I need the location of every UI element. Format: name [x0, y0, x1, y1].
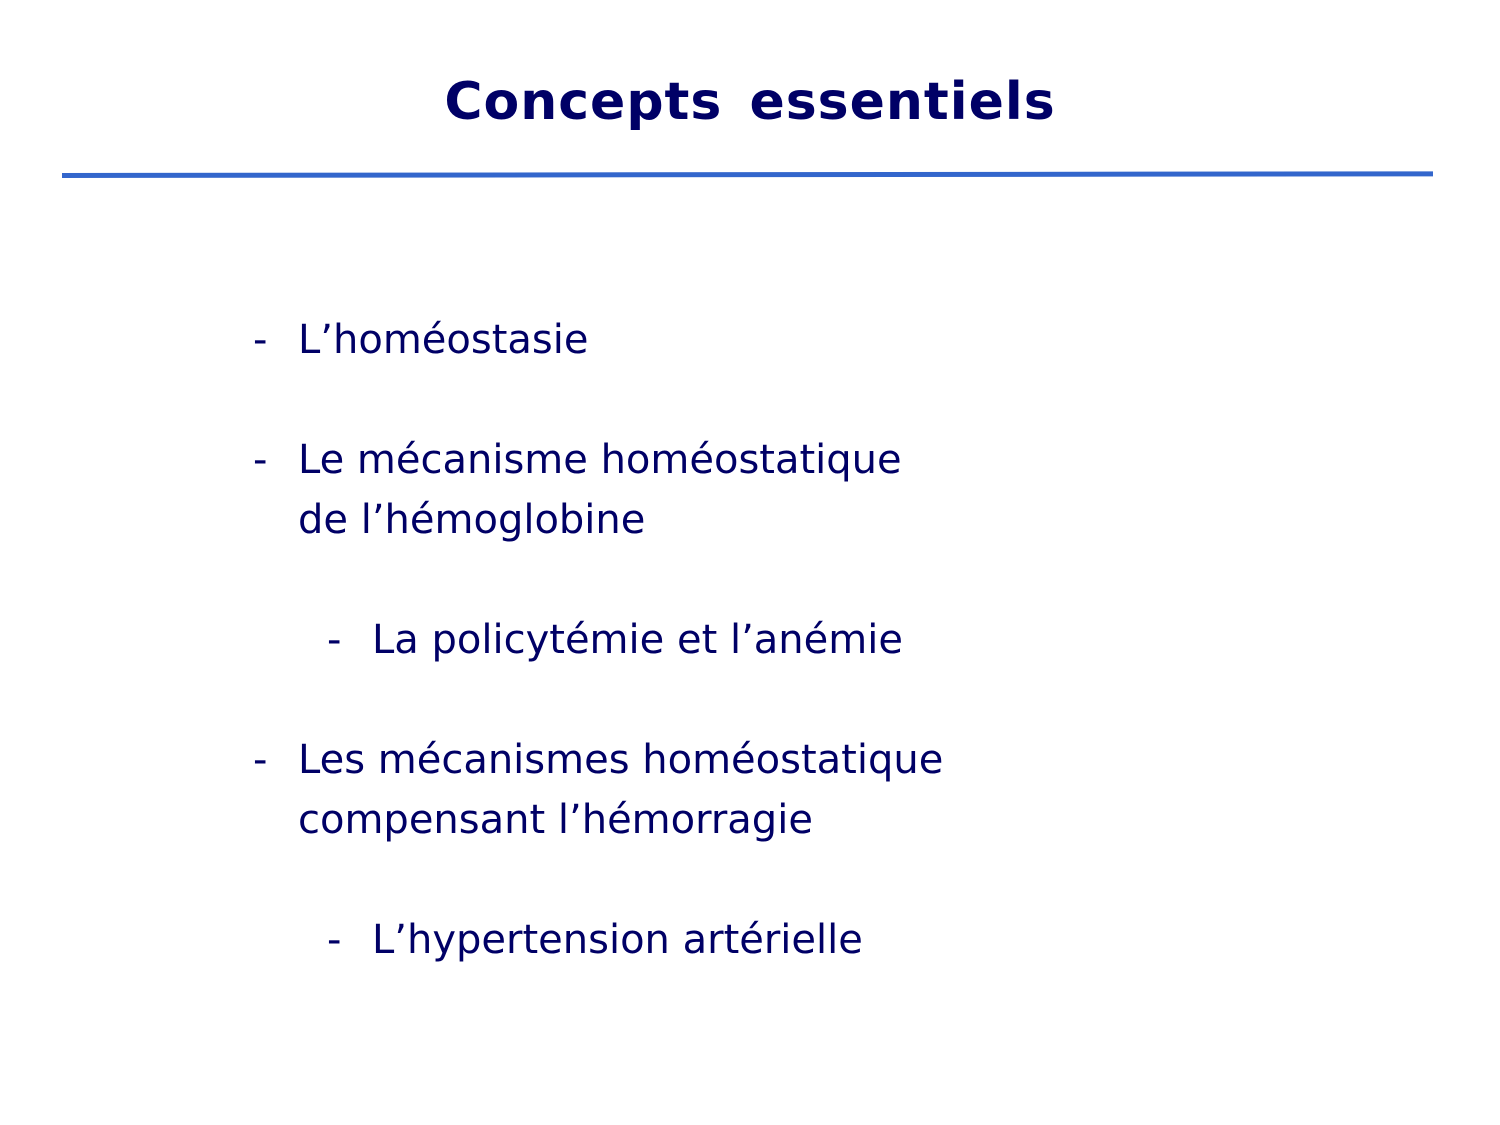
bullet-dash-marker: -	[253, 737, 268, 783]
bullet-dash-marker: -	[253, 437, 268, 483]
bullet-text-line-2: compensant l’hémorragie	[298, 797, 813, 843]
bullet-dash-marker: -	[327, 617, 342, 663]
bullet-text: La policytémie et l’anémie	[372, 617, 903, 663]
bullet-text-line-1: Le mécanisme homéostatique	[298, 437, 902, 483]
bullet-text-line-1: Les mécanismes homéostatique	[298, 737, 944, 783]
slide-title: Concepts essentiels	[444, 72, 1056, 132]
bullet-dash-marker: -	[253, 317, 268, 363]
bullet-text: L’homéostasie	[298, 317, 589, 363]
bullet-dash-marker: -	[327, 917, 342, 963]
bullet-text: L’hypertension artérielle	[372, 917, 863, 963]
bullet-text-line-2: de l’hémoglobine	[298, 497, 646, 543]
